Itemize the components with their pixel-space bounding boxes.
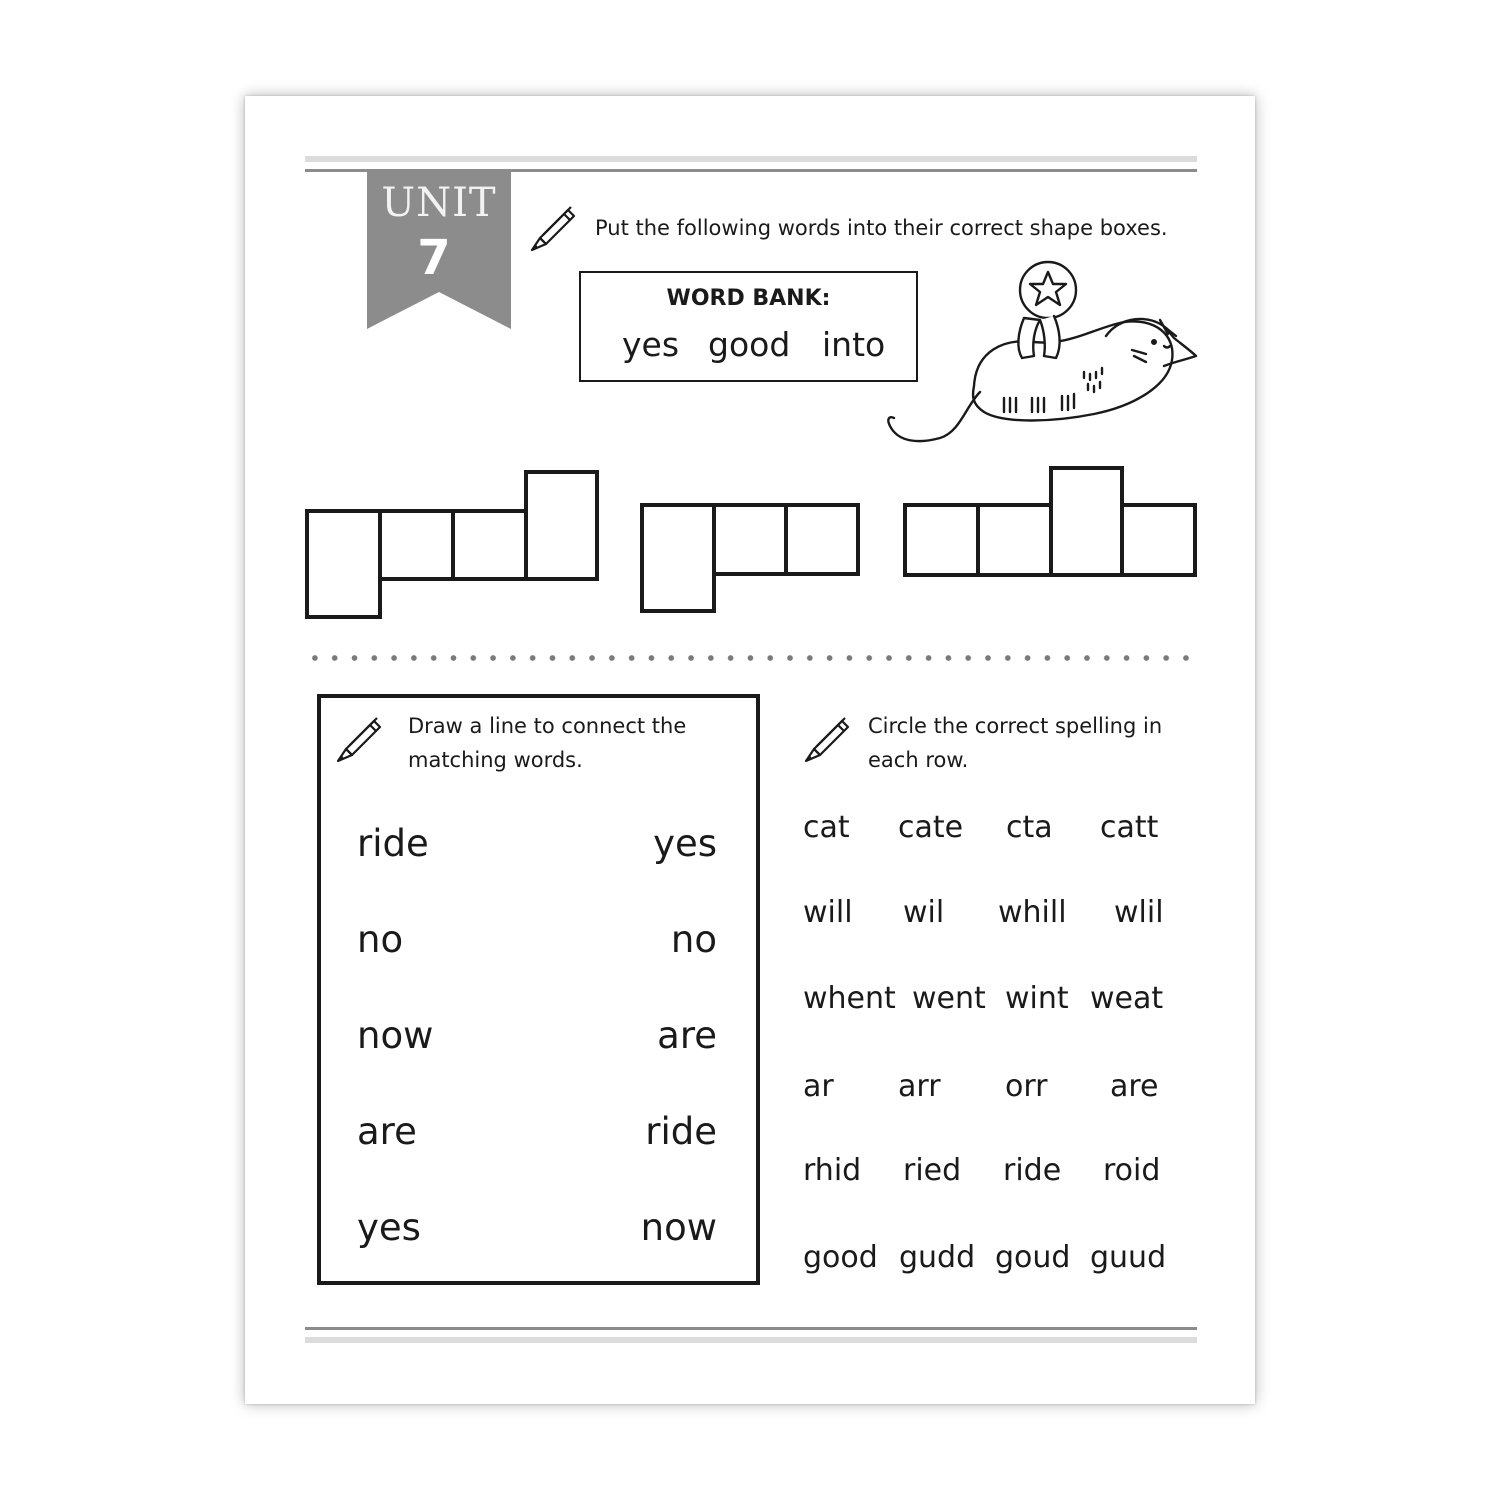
dotted-divider [305, 654, 1197, 662]
spelling-option[interactable]: are [1110, 1069, 1159, 1104]
word-bank-word: yes [622, 325, 680, 364]
spelling-option[interactable]: whill [998, 895, 1067, 930]
shape-box-letter[interactable] [1049, 466, 1124, 577]
spelling-option[interactable]: weat [1090, 981, 1164, 1016]
spelling-option[interactable]: wint [1005, 981, 1069, 1016]
spelling-option[interactable]: rhid [803, 1153, 862, 1188]
matching-instruction-line1: Draw a line to connect the [408, 714, 687, 738]
spelling-option[interactable]: cate [898, 810, 964, 845]
spelling-option[interactable]: orr [1005, 1069, 1048, 1104]
match-right-word[interactable]: no [670, 918, 717, 961]
match-right-word[interactable]: are [657, 1014, 717, 1057]
spelling-instruction-line1: Circle the correct spelling in [868, 714, 1163, 738]
spelling-option[interactable]: ar [803, 1069, 834, 1104]
cat-with-ball-illustration [884, 256, 1200, 456]
shape-box-letter[interactable] [784, 503, 860, 576]
bottom-rule-dark [305, 1327, 1197, 1330]
match-left-word[interactable]: yes [357, 1206, 421, 1249]
unit-number: 7 [417, 230, 451, 286]
spelling-option[interactable]: guud [1090, 1240, 1167, 1275]
spelling-option[interactable]: gudd [899, 1240, 976, 1275]
spelling-option[interactable]: catt [1100, 810, 1159, 845]
bottom-rule-light [305, 1337, 1197, 1343]
spelling-option[interactable]: cat [803, 810, 850, 845]
shape-box-letter[interactable] [524, 470, 599, 581]
shape-box-letter[interactable] [640, 503, 716, 613]
match-right-word[interactable]: now [640, 1206, 717, 1249]
spelling-option[interactable]: arr [898, 1069, 941, 1104]
word-bank-word: good [708, 325, 791, 364]
match-left-word[interactable]: no [357, 918, 404, 961]
spelling-option[interactable]: whent [803, 981, 896, 1016]
pencil-icon [334, 711, 388, 765]
matching-instruction-line2: matching words. [408, 748, 583, 772]
spelling-option[interactable]: good [803, 1240, 878, 1275]
shape-box-letter[interactable] [305, 509, 382, 619]
word-bank-word: into [822, 325, 886, 364]
pencil-icon [528, 200, 582, 254]
spelling-option[interactable]: wlil [1114, 895, 1164, 930]
unit-label: UNIT [381, 180, 497, 226]
shape-box-letter[interactable] [903, 503, 980, 577]
spelling-option[interactable]: roid [1103, 1153, 1161, 1188]
match-right-word[interactable]: ride [645, 1110, 717, 1153]
pencil-icon [802, 711, 856, 765]
shape-box-letter[interactable] [976, 503, 1053, 577]
spelling-instruction-line2: each row. [868, 748, 969, 772]
match-right-word[interactable]: yes [653, 822, 717, 865]
shape-box-letter[interactable] [378, 509, 455, 581]
spelling-option[interactable]: went [912, 981, 986, 1016]
match-left-word[interactable]: are [357, 1110, 417, 1153]
shape-box-instruction: Put the following words into their correct shape boxes. [595, 216, 1168, 240]
shape-box-letter[interactable] [451, 509, 528, 581]
spelling-option[interactable]: wil [903, 895, 945, 930]
shape-box-letter[interactable] [1120, 503, 1197, 577]
matching-words-box [317, 694, 760, 1285]
spelling-option[interactable]: goud [995, 1240, 1071, 1275]
word-bank [579, 271, 918, 382]
shape-box-letter[interactable] [712, 503, 788, 576]
top-rule-light [305, 156, 1197, 162]
match-left-word[interactable]: now [357, 1014, 434, 1057]
word-bank-title: WORD BANK: [666, 286, 831, 311]
match-left-word[interactable]: ride [357, 822, 429, 865]
unit-banner [367, 172, 511, 329]
spelling-option[interactable]: ried [903, 1153, 962, 1188]
spelling-option[interactable]: cta [1006, 810, 1053, 845]
spelling-option[interactable]: will [803, 895, 853, 930]
spelling-option[interactable]: ride [1003, 1153, 1062, 1188]
